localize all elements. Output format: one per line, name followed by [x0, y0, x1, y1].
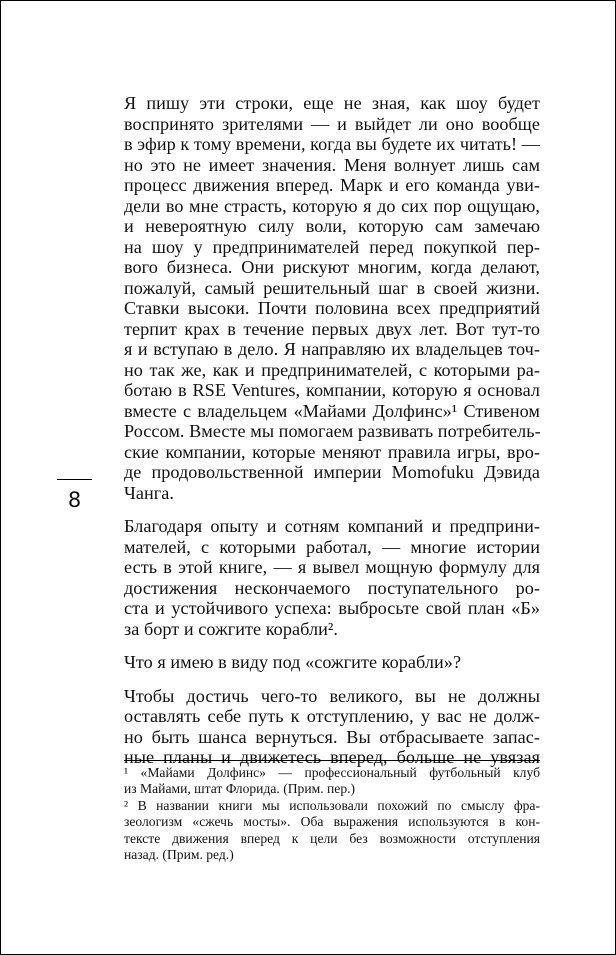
footnote-2	[124, 798, 540, 864]
text-line: дели во мне страсть, которую я до сих пор ощущаю,	[124, 195, 540, 216]
text-line: Благодаря опыту и сотням компаний и предприни-	[124, 516, 540, 536]
text-line: оставлять себе путь к отступлению, у вас не долж-	[124, 706, 540, 726]
main-text	[124, 93, 540, 781]
text-line: в эфир к тому времени, когда вы будете их читать! —	[124, 134, 540, 154]
text-line: достижения нескончаемого поступательного ро-	[124, 577, 540, 598]
paragraph-2	[124, 516, 540, 639]
footnote-line: ¹ «Майами Долфинс» — профессиональный футбольный клуб	[124, 765, 540, 780]
text-line: на шоу у предпринимателей перед покупкой пер-	[124, 236, 540, 257]
footnote-line: ² В названии книги мы использовали похожий по смыслу фра-	[124, 797, 540, 813]
text-line: вместе с владельцем «Майами Долфинс»¹ Стивеном	[124, 400, 540, 421]
footnotes	[124, 765, 540, 863]
footnote-line: тексте движения вперед к цели без возможности отступления	[124, 830, 540, 846]
text-line: воспринято зрителями — и выйдет ли оно вообще	[124, 113, 540, 134]
text-line: Чанга.	[124, 482, 175, 503]
text-line: Чтобы достичь чего-то великого, вы не должны	[124, 685, 540, 706]
text-line: есть в этой книге, — я вывел мощную формулу для	[124, 557, 540, 577]
footnote-1	[124, 765, 540, 798]
text-line: ские компании, которые меняют правила игры, вро-	[124, 441, 540, 462]
page-number-rule	[57, 479, 92, 480]
text-line: процесс движения вперед. Марк и его команда уви-	[124, 175, 540, 195]
text-line: Что я имею в виду под «сожгите корабли»?	[124, 652, 462, 672]
text-line: я и вступаю в дело. Я направляю их владельцев точ-	[124, 339, 540, 359]
text-line: ста и устойчивого успеха: выбросьте свой план «Б»	[124, 598, 540, 618]
text-line: но это не имеет значения. Меня волнует лишь сам	[124, 154, 540, 175]
text-line: вого бизнеса. Они рискуют многим, когда делают,	[124, 257, 540, 277]
text-line: ные планы и движетесь вперед, больше не увязая	[124, 747, 540, 767]
text-line: но быть шанса вернуться. Вы отбрасываете запас-	[124, 726, 540, 747]
text-line: Ставки высоки. Почти половина всех предприятий	[124, 298, 540, 318]
text-line: Я пишу эти строки, еще не зная, как шоу будет	[124, 93, 540, 113]
text-line: де продовольственной империи Momofuku Дэвида	[124, 462, 540, 482]
text-line: и невероятную силу воли, которую сам замечаю	[124, 216, 540, 236]
text-line: мателей, с которыми работал, — многие истории	[124, 536, 540, 557]
paragraph-1	[124, 93, 540, 503]
footnote-line: назад. (Прим. ред.)	[124, 847, 234, 863]
footnote-line: из Майами, штат Флорида. (Прим. пер.)	[124, 781, 356, 797]
paragraph-3	[124, 652, 540, 673]
paragraph-4	[124, 686, 540, 768]
page-number: 8	[67, 488, 82, 512]
text-line: терпит крах в течение первых двух лет. Вот тут-то	[124, 318, 540, 339]
footnote-line: зеологизм «сжечь мосты». Оба выражения используются в кон-	[124, 814, 540, 830]
text-line: за борт и сожгите корабли².	[124, 618, 338, 639]
text-line: но так же, как и предпринимателей, с которыми ра-	[124, 359, 540, 380]
footnote-separator	[124, 760, 540, 761]
text-line: ботаю в RSE Ventures, компании, которую я основал	[124, 380, 540, 400]
text-line: Россом. Вместе мы помогаем развивать потребитель-	[124, 421, 541, 441]
text-line: пожалуй, самый решительный шаг в своей жизни.	[124, 277, 540, 298]
